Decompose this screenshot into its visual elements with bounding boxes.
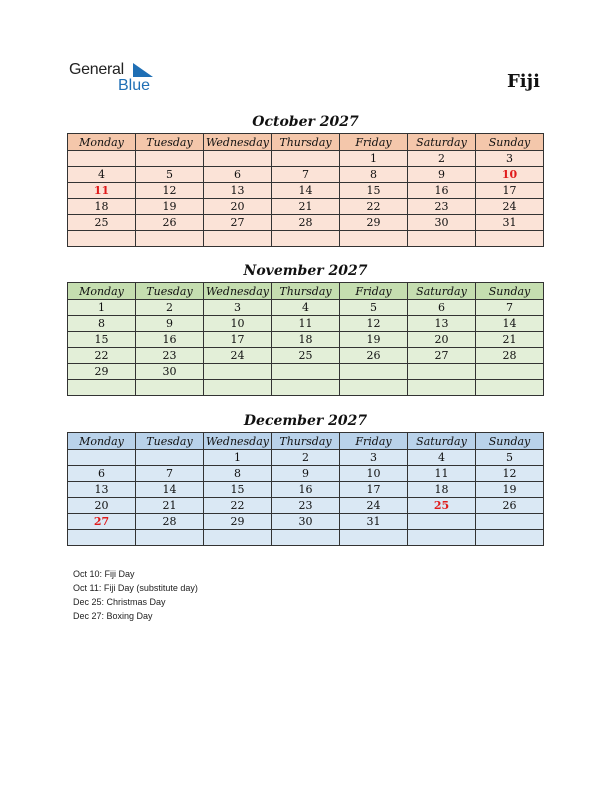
day-cell: 7: [476, 300, 544, 316]
day-cell: [272, 530, 340, 546]
calendar-table: [67, 282, 544, 396]
day-cell: 8: [68, 316, 136, 332]
day-cell: [340, 380, 408, 396]
day-cell: [136, 151, 204, 167]
day-cell: 21: [136, 498, 204, 514]
day-cell: 21: [476, 332, 544, 348]
day-cell: 23: [408, 199, 476, 215]
day-cell: [204, 364, 272, 380]
day-cell: 17: [340, 482, 408, 498]
day-cell: 18: [408, 482, 476, 498]
week-row: [68, 215, 544, 231]
logo-triangle-icon: [133, 63, 153, 77]
day-cell: 2: [136, 300, 204, 316]
week-row: [68, 498, 544, 514]
week-row: [68, 332, 544, 348]
weekday-header-row: [68, 134, 544, 151]
day-cell: [204, 231, 272, 247]
day-cell: 31: [340, 514, 408, 530]
month-december: [67, 410, 544, 546]
day-cell: [272, 151, 340, 167]
weekday-header: Monday: [68, 134, 136, 151]
weekday-header: Wednesday: [204, 283, 272, 300]
day-cell: 6: [204, 167, 272, 183]
weekday-header: Thursday: [272, 433, 340, 450]
day-cell: 18: [68, 199, 136, 215]
calendar-body: [68, 300, 544, 396]
day-cell: [136, 380, 204, 396]
week-row: [68, 482, 544, 498]
week-row: [68, 167, 544, 183]
day-cell: 5: [476, 450, 544, 466]
calendar-body: [68, 151, 544, 247]
day-cell: [68, 450, 136, 466]
day-cell: 1: [204, 450, 272, 466]
day-cell: 4: [408, 450, 476, 466]
logo: [69, 61, 159, 95]
weekday-header: Friday: [340, 283, 408, 300]
weekday-header: Friday: [340, 433, 408, 450]
day-cell: 24: [476, 199, 544, 215]
day-cell: 22: [204, 498, 272, 514]
holiday-notes: [73, 567, 198, 623]
logo-text-blue: Blue: [118, 77, 151, 94]
holiday-note: Dec 27: Boxing Day: [73, 611, 153, 621]
day-cell: [408, 231, 476, 247]
day-cell: 16: [136, 332, 204, 348]
day-cell: 15: [340, 183, 408, 199]
day-cell: 12: [136, 183, 204, 199]
day-cell: 13: [204, 183, 272, 199]
day-cell: 26: [340, 348, 408, 364]
day-cell: [272, 231, 340, 247]
month-title: November 2027: [243, 263, 368, 279]
day-cell: [476, 514, 544, 530]
weekday-header: Tuesday: [136, 283, 204, 300]
day-cell: 26: [136, 215, 204, 231]
day-cell: [340, 530, 408, 546]
day-cell: [476, 530, 544, 546]
week-row: [68, 450, 544, 466]
week-row: [68, 466, 544, 482]
week-row: [68, 316, 544, 332]
month-title: December 2027: [243, 413, 368, 429]
day-cell: 14: [476, 316, 544, 332]
day-cell: 17: [476, 183, 544, 199]
day-cell: 8: [204, 466, 272, 482]
day-cell: [272, 364, 340, 380]
week-row: [68, 514, 544, 530]
day-cell: 15: [204, 482, 272, 498]
day-cell: 25: [272, 348, 340, 364]
day-cell: [68, 530, 136, 546]
weekday-header: Wednesday: [204, 134, 272, 151]
week-row: [68, 231, 544, 247]
week-row: [68, 530, 544, 546]
day-cell: [340, 231, 408, 247]
day-cell: 29: [68, 364, 136, 380]
day-cell: 4: [272, 300, 340, 316]
weekday-header: Saturday: [408, 134, 476, 151]
day-cell: 28: [272, 215, 340, 231]
day-cell: 1: [340, 151, 408, 167]
day-cell: 13: [408, 316, 476, 332]
day-cell: [408, 380, 476, 396]
day-cell: [136, 231, 204, 247]
day-cell: 24: [340, 498, 408, 514]
day-cell: 10: [204, 316, 272, 332]
week-row: [68, 380, 544, 396]
day-cell: [68, 380, 136, 396]
day-cell: 14: [136, 482, 204, 498]
day-cell: 27: [408, 348, 476, 364]
day-cell: 23: [272, 498, 340, 514]
weekday-header: Saturday: [408, 283, 476, 300]
month-title: October 2027: [252, 114, 359, 130]
day-cell: 19: [476, 482, 544, 498]
week-row: [68, 348, 544, 364]
day-cell: 10: [476, 167, 544, 183]
day-cell: [136, 530, 204, 546]
weekday-header: Saturday: [408, 433, 476, 450]
day-cell: 27: [68, 514, 136, 530]
day-cell: 11: [408, 466, 476, 482]
day-cell: 19: [136, 199, 204, 215]
day-cell: 20: [204, 199, 272, 215]
day-cell: 24: [204, 348, 272, 364]
day-cell: 30: [136, 364, 204, 380]
day-cell: 25: [408, 498, 476, 514]
weekday-header: Tuesday: [136, 134, 204, 151]
day-cell: 30: [408, 215, 476, 231]
day-cell: 5: [340, 300, 408, 316]
weekday-header: Monday: [68, 433, 136, 450]
day-cell: 19: [340, 332, 408, 348]
weekday-header: Friday: [340, 134, 408, 151]
day-cell: 28: [476, 348, 544, 364]
day-cell: 10: [340, 466, 408, 482]
day-cell: [204, 530, 272, 546]
day-cell: [204, 151, 272, 167]
day-cell: 27: [204, 215, 272, 231]
day-cell: 18: [272, 332, 340, 348]
day-cell: 29: [204, 514, 272, 530]
day-cell: 3: [340, 450, 408, 466]
weekday-header: Tuesday: [136, 433, 204, 450]
day-cell: 12: [340, 316, 408, 332]
day-cell: 6: [408, 300, 476, 316]
day-cell: 13: [68, 482, 136, 498]
month-november: [67, 260, 544, 396]
holiday-note: Oct 10: Fiji Day: [73, 569, 135, 579]
day-cell: 20: [68, 498, 136, 514]
day-cell: 1: [68, 300, 136, 316]
calendar-table: [67, 432, 544, 546]
day-cell: 23: [136, 348, 204, 364]
day-cell: [476, 364, 544, 380]
weekday-header-row: [68, 433, 544, 450]
logo-text-general: General: [69, 61, 124, 78]
day-cell: 4: [68, 167, 136, 183]
day-cell: [68, 231, 136, 247]
day-cell: 30: [272, 514, 340, 530]
weekday-header-row: [68, 283, 544, 300]
weekday-header: Sunday: [476, 433, 544, 450]
weekday-header: Monday: [68, 283, 136, 300]
day-cell: 3: [476, 151, 544, 167]
day-cell: [408, 364, 476, 380]
week-row: [68, 300, 544, 316]
day-cell: 16: [272, 482, 340, 498]
week-row: [68, 183, 544, 199]
day-cell: [476, 380, 544, 396]
day-cell: 15: [68, 332, 136, 348]
day-cell: 22: [68, 348, 136, 364]
day-cell: 7: [136, 466, 204, 482]
weekday-header: Wednesday: [204, 433, 272, 450]
day-cell: 2: [272, 450, 340, 466]
month-october: [67, 111, 544, 247]
day-cell: 28: [136, 514, 204, 530]
day-cell: [136, 450, 204, 466]
weekday-header: Sunday: [476, 283, 544, 300]
day-cell: 5: [136, 167, 204, 183]
week-row: [68, 364, 544, 380]
weekday-header: Thursday: [272, 283, 340, 300]
day-cell: [68, 151, 136, 167]
holiday-note: Oct 11: Fiji Day (substitute day): [73, 583, 198, 593]
day-cell: 17: [204, 332, 272, 348]
day-cell: 29: [340, 215, 408, 231]
day-cell: 16: [408, 183, 476, 199]
day-cell: [340, 364, 408, 380]
day-cell: 6: [68, 466, 136, 482]
calendar-table: [67, 133, 544, 247]
day-cell: 11: [272, 316, 340, 332]
day-cell: 31: [476, 215, 544, 231]
day-cell: 9: [272, 466, 340, 482]
week-row: [68, 199, 544, 215]
day-cell: 12: [476, 466, 544, 482]
day-cell: 20: [408, 332, 476, 348]
day-cell: 26: [476, 498, 544, 514]
day-cell: [408, 514, 476, 530]
day-cell: 2: [408, 151, 476, 167]
day-cell: 3: [204, 300, 272, 316]
day-cell: 22: [340, 199, 408, 215]
day-cell: 14: [272, 183, 340, 199]
calendar-body: [68, 450, 544, 546]
day-cell: 21: [272, 199, 340, 215]
day-cell: [476, 231, 544, 247]
weekday-header: Thursday: [272, 134, 340, 151]
day-cell: 11: [68, 183, 136, 199]
weekday-header: Sunday: [476, 134, 544, 151]
day-cell: [272, 380, 340, 396]
day-cell: 7: [272, 167, 340, 183]
holiday-note: Dec 25: Christmas Day: [73, 597, 166, 607]
day-cell: [204, 380, 272, 396]
country-name: Fiji: [507, 71, 540, 92]
day-cell: 8: [340, 167, 408, 183]
week-row: [68, 151, 544, 167]
day-cell: 9: [408, 167, 476, 183]
day-cell: [408, 530, 476, 546]
day-cell: 25: [68, 215, 136, 231]
day-cell: 9: [136, 316, 204, 332]
